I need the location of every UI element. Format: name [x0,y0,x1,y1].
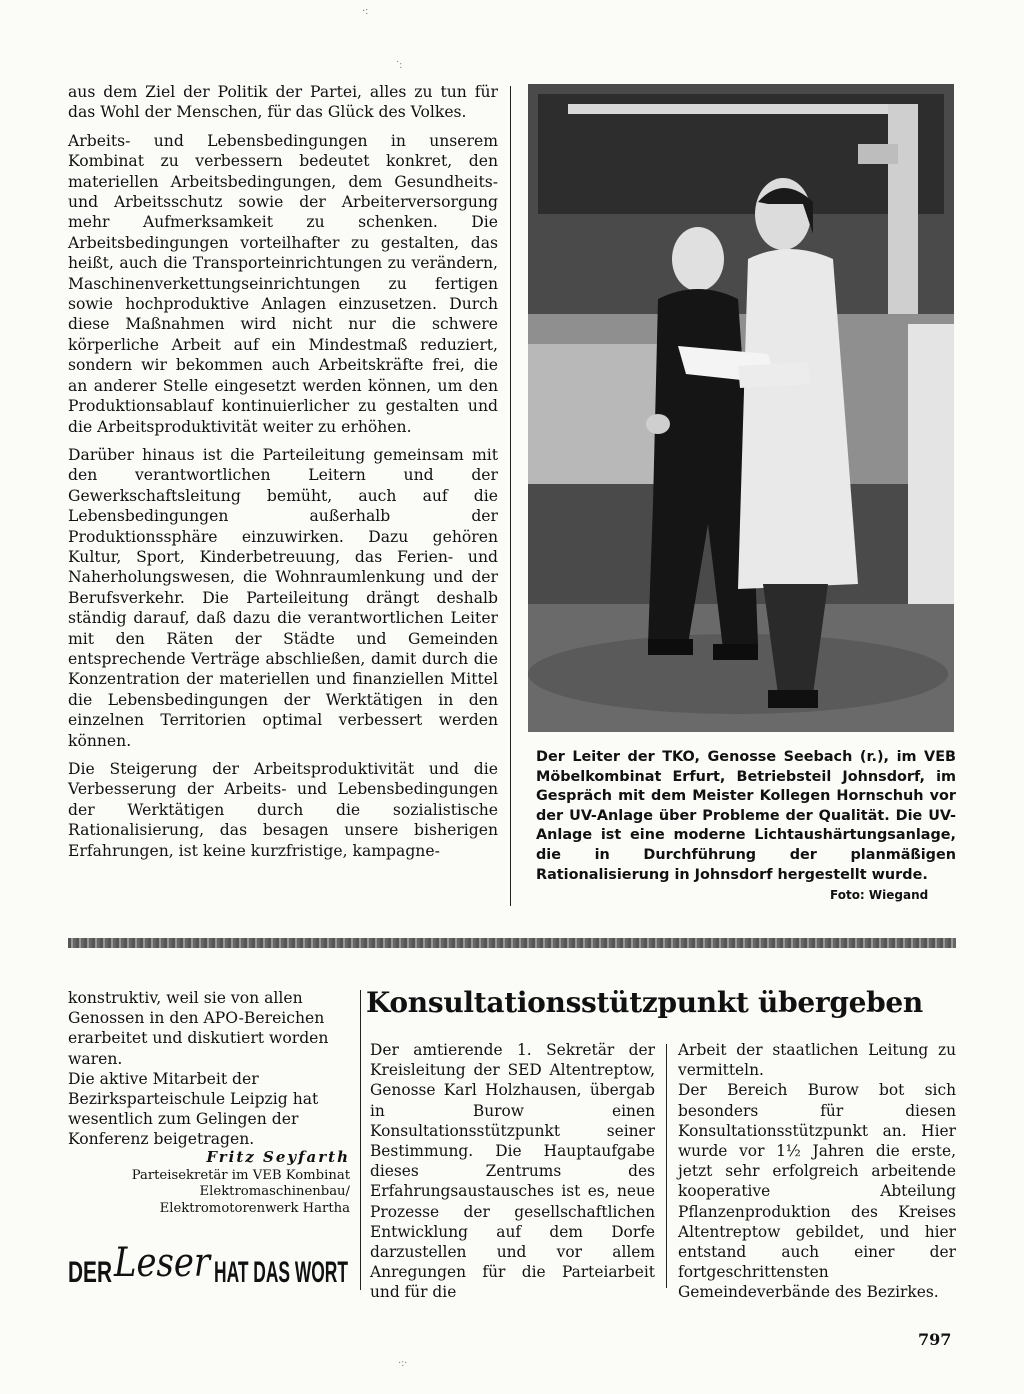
paragraph: Arbeits- und Lebensbedingungen in unserem Kombinat zu verbessern bedeutet konkret, den materiellen Arbeitsbedingungen, dem Gesundheits- und Arbeitsschutz sowie der Arbeiterversorgung mehr Aufmerksamkeit zu schenken. Die Arbeitsbedingungen vorteilhafter zu gestalten, das heißt, auch die Transporteinrichtungen zu verändern, Maschinenverkettungseinrichtungen zu fertigen sowie hochproduktive Anlagen einzusetzen. Durch diese Maßnahmen wird nicht nur die schwere körperliche Arbeit auf ein Mindestmaß reduziert, sondern wir bekommen auch Arbeitskräfte frei, die an anderer Stelle eingesetzt werden können, um den Produktionsablauf kontinuierlicher zu gestalten und die Arbeitsproduktivität weiter zu erhöhen. [68,131,498,436]
print-speck: ·:· [398,1358,408,1369]
logo-text-der: DER [68,1256,113,1289]
paragraph: Die aktive Mitarbeit der Bezirksparteischule Leipzig hat wesentlich zum Gelingen der Konferenz beigetragen. [68,1069,319,1149]
paragraph: Die Steigerung der Arbeitsproduktivität und die Verbesserung der Arbeits- und Lebensbedingungen der Werktätigen durch die sozialistische Rationalisierung, das besagen unsere bisherigen Erfahrungen, ist keine kurzfristige, kampagne- [68,760,498,860]
article-headline: Konsultationsstützpunkt übergeben [366,986,923,1019]
signature-role [68,1168,350,1217]
print-speck: ·: [362,6,369,17]
logo-text-leser: Leser [113,1240,213,1286]
paragraph: Arbeit der staatlichen Leitung zu vermitteln. [678,1041,956,1080]
article-column-2 [678,1040,956,1311]
column-logo [68,1236,350,1298]
paragraph: Darüber hinaus ist die Parteileitung gemeinsam mit den verantwortlichen Leitern und der Gewerkschaftsleitung bemüht, auch auf die Lebensbedingungen außerhalb der Produktionssphäre einzuwirken. Dazu gehören Kultur, Sport, Kinderbetreuung, das Ferien- und Naherholungswesen, die Wohnraumlenkung und der Berufsverkehr. Die Parteileitung drängt deshalb ständig darauf, daß dazu die verantwortlichen Leiter mit den Räten der Städte und Gemeinden entsprechende Verträge abschließen, damit durch die Konzentration der materiellen und finanziellen Mittel die Lebensbedingungen der Werktätigen in den einzelnen Territorien optimal verbessert werden können. [68,445,498,750]
signature-role-line: Parteisekretär im VEB Kombinat [131,1168,350,1183]
column-rule [510,86,511,906]
article-column-1 [370,1040,655,1311]
print-speck: ˙: [396,60,403,71]
signature-role-line: Elektromaschinenbau/ [199,1184,350,1200]
paragraph: konstruktiv, weil sie von allen Genossen in den APO-Bereichen erarbeitet und diskutiert worden waren. [68,989,329,1068]
photo-illustration [528,84,954,732]
signature-name: Fritz Seyfarth [206,1148,350,1166]
column-rule [666,1044,667,1288]
column-rule [360,990,361,1290]
left-top-column [68,82,498,869]
photo-credit: Foto: Wiegand [830,888,929,902]
section-divider-band [68,938,956,948]
page-number: 797 [918,1330,952,1349]
paragraph: aus dem Ziel der Politik der Partei, alles zu tun für das Wohl der Menschen, für das Glück des Volkes. [68,83,498,122]
left-bottom-column [68,988,350,1158]
paragraph: Der Bereich Burow bot sich besonders für diesen Konsultationsstützpunkt an. Hier wurde vor 1½ Jahren die erste, jetzt sehr erfolgreich arbeitende kooperative Abteilung Pflanzenproduktion des Kreises Altentreptow gebildet, und hier entstand auch einer der fortgeschrittensten Gemeindeverbände des Bezirkes. [678,1081,956,1302]
photo [528,84,954,732]
photo-caption: Der Leiter der TKO, Genosse Seebach (r.), im VEB Möbelkombinat Erfurt, Betriebsteil Johnsdorf, im Gespräch mit dem Meister Kollegen Hornschuh vor der UV-Anlage über Probleme der Qualität. Die UV-Anlage ist eine moderne Lichtaushärtungsanlage, die in Durchführung der planmäßigen Rationalisierung in Johnsdorf hergestellt wurde. [536,749,956,883]
paragraph: Der amtierende 1. Sekretär der Kreisleitung der SED Altentreptow, Genosse Karl Holzhausen, übergab in Burow einen Konsultationsstützpunkt seiner Bestimmung. Die Hauptaufgabe dieses Zentrums des Erfahrungsaustausches ist es, neue Prozesse der gesellschaftlichen Entwicklung auf dem Dorfe darzustellen und vor allem Anregungen für die Parteiarbeit und für die [370,1041,655,1302]
logo-text-hat-das-wort: HAT DAS WORT [214,1256,348,1289]
signature-role-line: Elektromotorenwerk Hartha [159,1200,350,1216]
